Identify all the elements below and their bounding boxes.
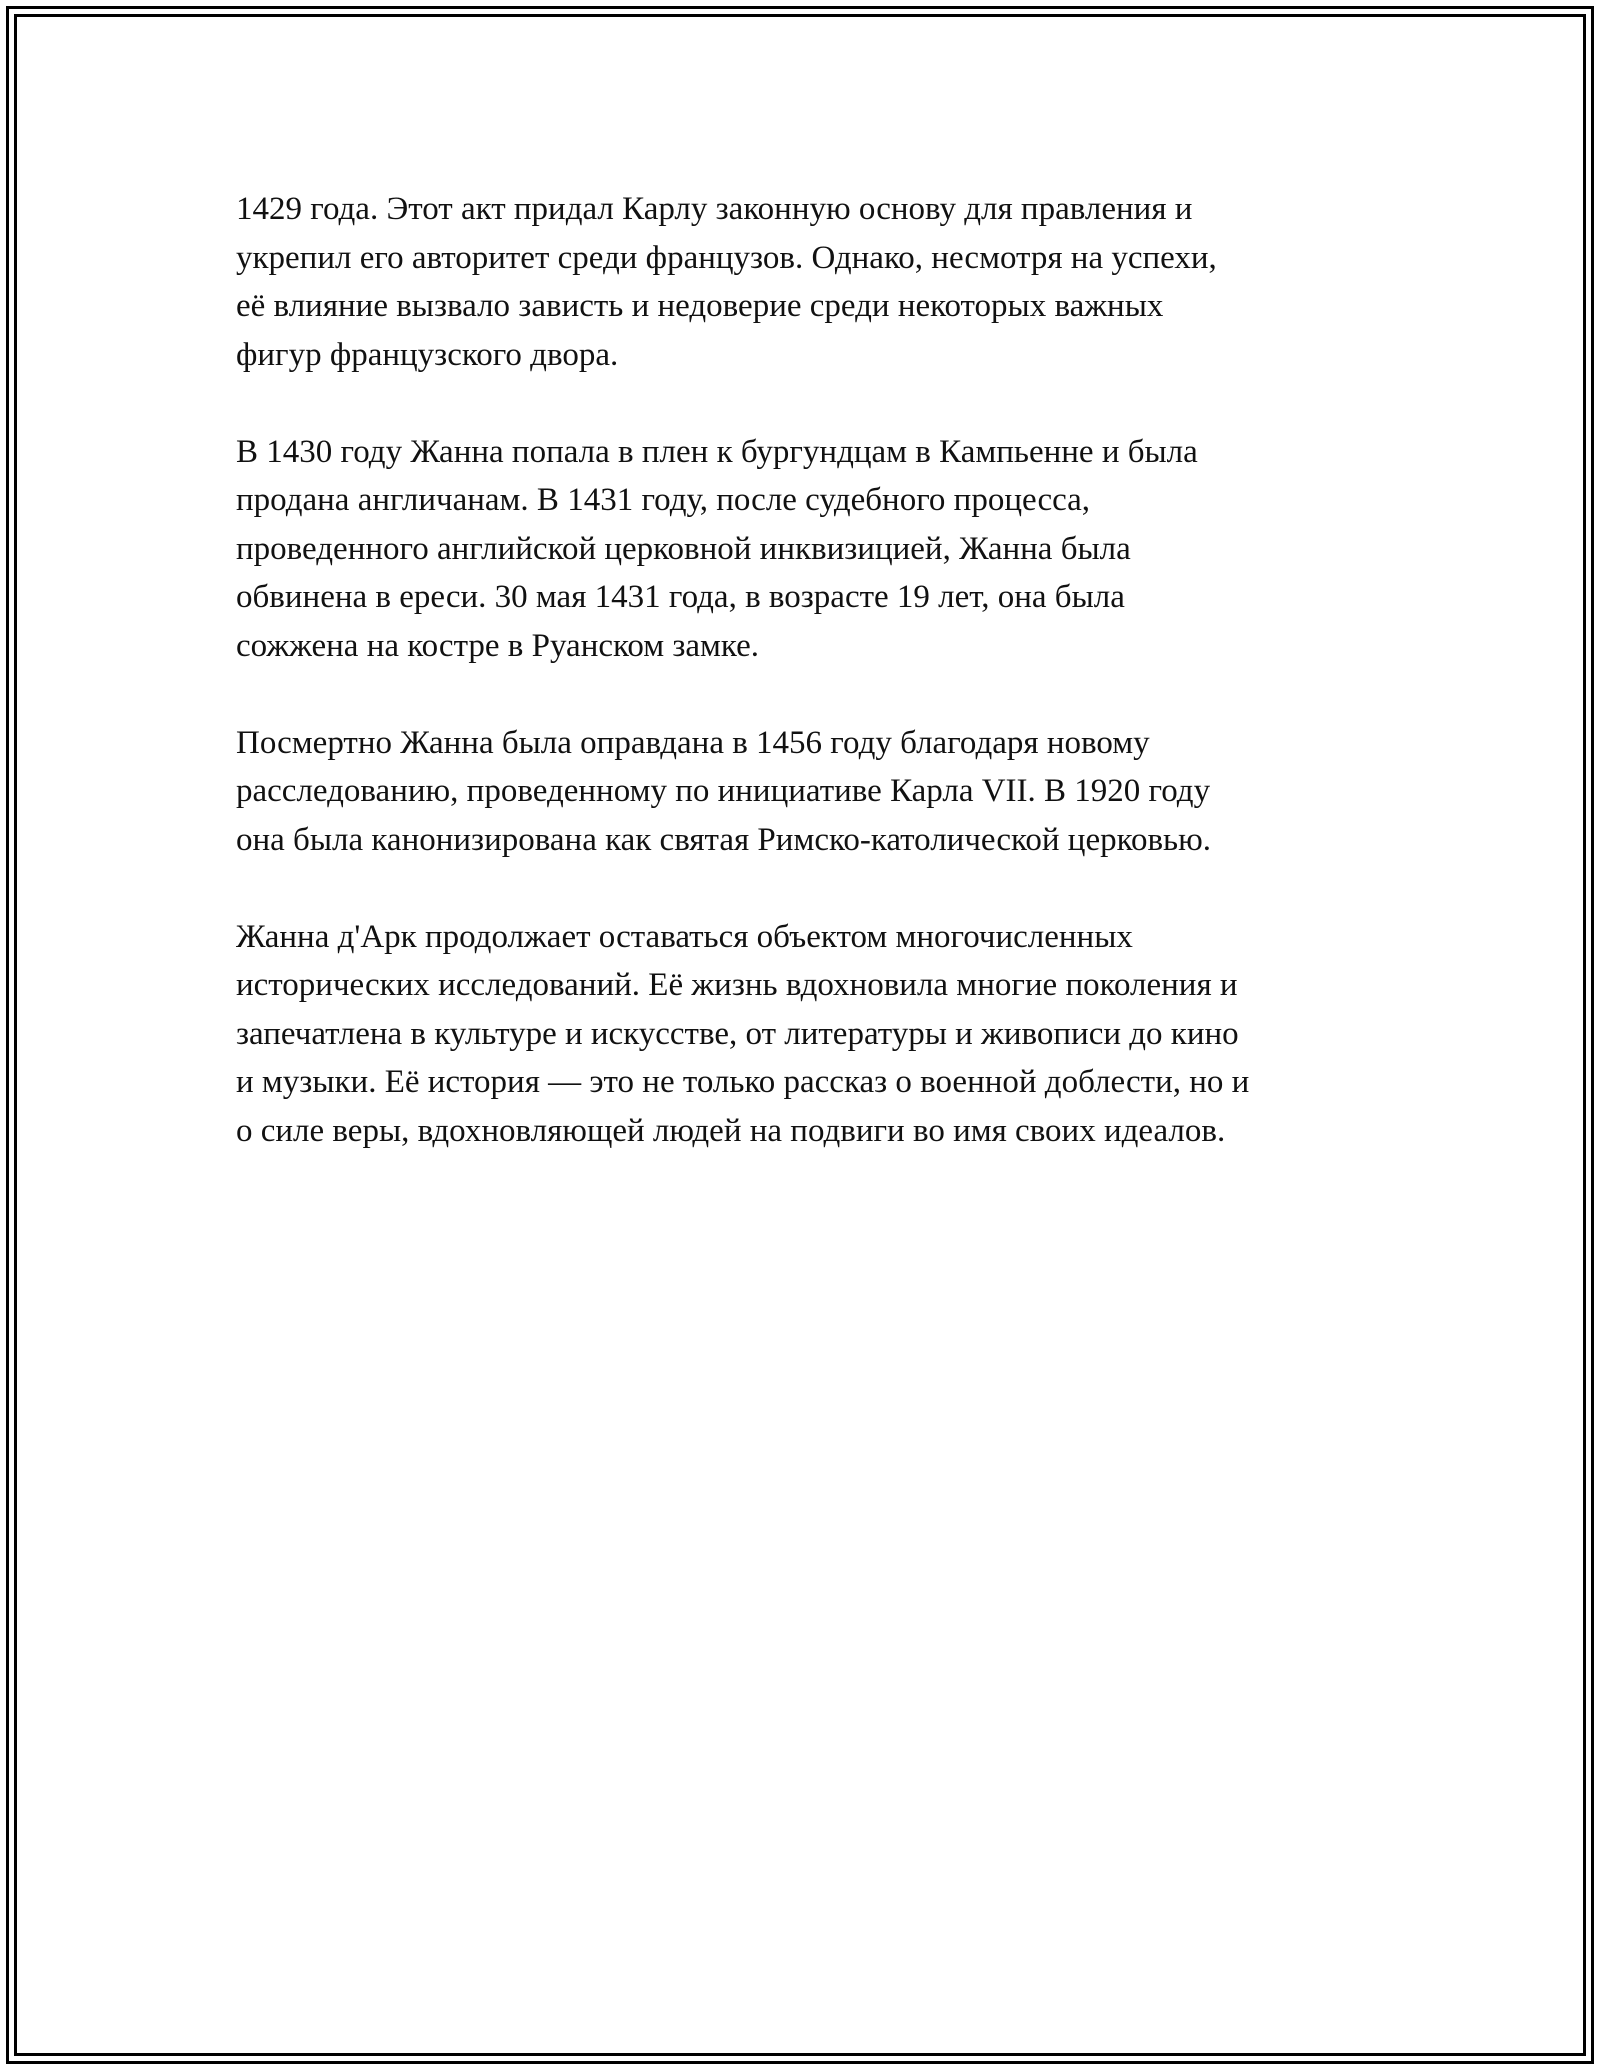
document-body bbox=[236, 185, 1396, 1204]
paragraph-legacy: Жанна д'Арк продолжает оставаться объектом многочисленных исторических исследований. Её жизнь вдохновила многие поколения и запечатлена в культуре и искусстве, от литературы и живописи до кино и музыки. Её история — это не только рассказ о военной доблести, но и о силе веры, вдохновляющей людей на подвиги во имя своих идеалов. bbox=[236, 918, 1250, 1149]
paragraph-rehabilitation: Посмертно Жанна была оправдана в 1456 году благодаря новому расследованию, проведенному по инициативе Карла VII. В 1920 году она была канонизирована как святая Римско-католической церковью. bbox=[236, 724, 1211, 858]
paragraph-coronation: 1429 года. Этот акт придал Карлу законную основу для правления и укрепил его авторитет среди французов. Однако, несмотря на успехи, eё влияние вызвало зависть и недоверие среди некоторых важных фигур французского двора. bbox=[236, 191, 1217, 373]
paragraph-capture-trial: В 1430 году Жанна попала в плен к бургундцам в Кампьенне и была продана англичанам. В 1431 году, после судебного процесса, проведенного английской церковной инквизицией, Жанна была обвинена в ереси. 30 мая 1431 года, в возрасте 19 лет, она была сожжена на костре в Руанском замке. bbox=[236, 433, 1198, 664]
